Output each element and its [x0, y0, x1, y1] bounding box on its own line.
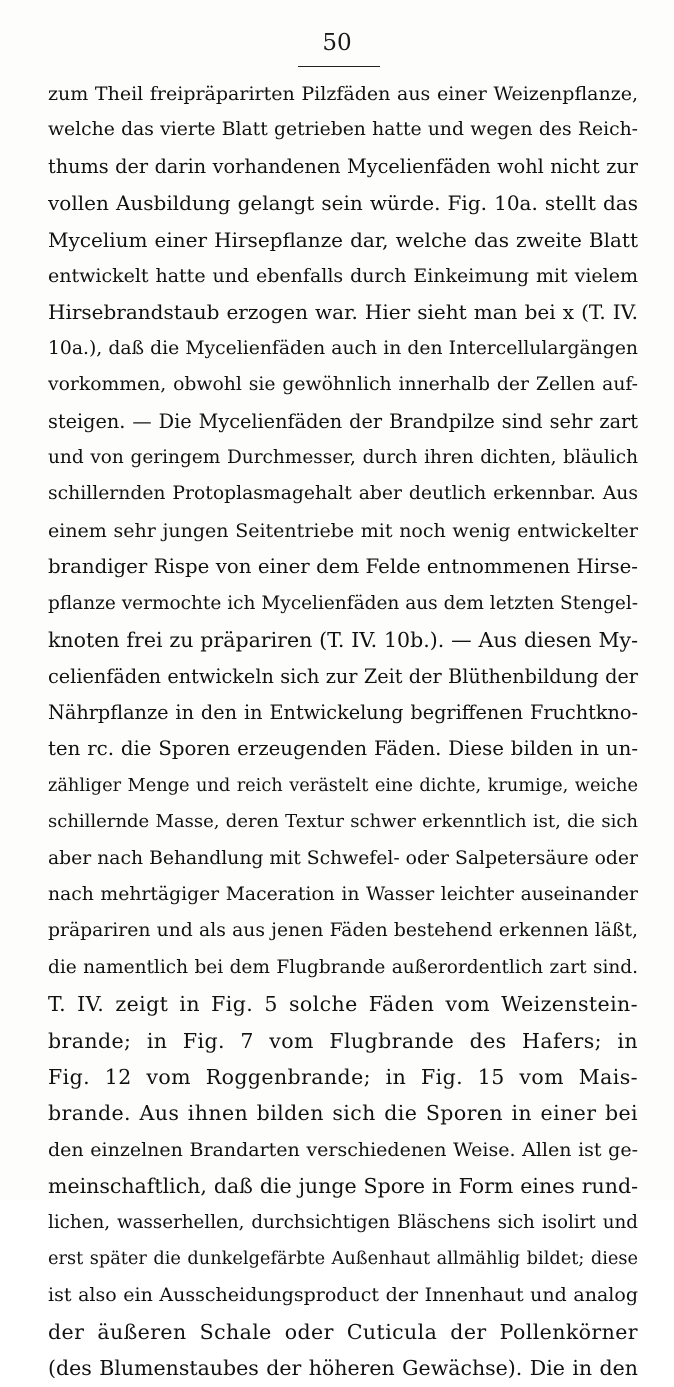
text-line: der äußeren Schale oder Cuticula der Pollenkörner [48, 1319, 638, 1344]
text-line: einem sehr jungen Seitentriebe mit noch wenig entwickelter [48, 519, 638, 542]
text-line: lichen, wasserhellen, durchsichtigen Bläschens sich isolirt und [48, 1211, 638, 1233]
text-line: ist also ein Ausscheidungsproduct der Innenhaut und analog [48, 1284, 638, 1307]
text-line: schillernden Protoplasmagehalt aber deutlich erkennbar. Aus [48, 483, 638, 505]
text-line: Hirsebrandstaub erzogen war. Hier sieht man bei x (T. IV. [48, 300, 638, 325]
text-line: brande; in Fig. 7 vom Flugbrande des Hafers; in [48, 1028, 638, 1053]
text-line: schillernde Masse, deren Textur schwer erkenntlich ist, die sich [48, 811, 638, 833]
text-line: brandiger Rispe von einer dem Felde entnommenen Hirse- [48, 555, 638, 579]
text-line: die namentlich bei dem Flugbrande außerordentlich zart sind. [48, 956, 638, 978]
text-line: thums der darin vorhandenen Mycelienfäden wohl nicht zur [48, 154, 638, 178]
text-line: entwickelt hatte und ebenfalls durch Einkeimung mit vielem [48, 265, 638, 288]
text-line: zum Theil freipräparirten Pilzfäden aus einer Weizenpflanze, [48, 83, 638, 105]
text-line: meinschaftlich, daß die junge Spore in Form eines rund- [48, 1174, 638, 1199]
text-line: ten rc. die Sporen erzeugenden Fäden. Diese bilden in un- [48, 737, 638, 761]
text-line: T. IV. zeigt in Fig. 5 solche Fäden vom Weizenstein- [48, 992, 638, 1017]
text-line: (des Blumenstaubes der höheren Gewächse). Die in den [48, 1356, 638, 1381]
text-line: und von geringem Durchmesser, durch ihren dichten, bläulich [48, 447, 638, 469]
text-line: Fig. 12 vom Roggenbrande; in Fig. 15 vom Mais- [48, 1064, 638, 1089]
text-line: präpariren und als aus jenen Fäden bestehend erkennen läßt, [48, 920, 638, 942]
page-number: 50 [322, 30, 352, 56]
text-line: pflanze vermochte ich Mycelienfäden aus dem letzten Stengel- [48, 592, 638, 614]
text-line: knoten frei zu präpariren (T. IV. 10b.). — Aus diesen My- [48, 628, 638, 653]
text-line: nach mehrtägiger Maceration in Wasser leichter auseinander [48, 883, 638, 905]
text-line: welche das vierte Blatt getrieben hatte und wegen des Reich- [48, 119, 638, 141]
text-line: steigen. — Die Mycelienfäden der Brandpilze sind sehr zart [48, 409, 638, 433]
text-line: Mycelium einer Hirsepflanze dar, welche das zweite Blatt [48, 227, 638, 252]
text-line: vollen Ausbildung gelangt sein würde. Fig. 10a. stellt das [48, 191, 638, 216]
body-text [48, 76, 638, 1387]
text-line: zähliger Menge und reich verästelt eine dichte, krumige, weiche [48, 775, 638, 796]
text-line: vorkommen, obwohl sie gewöhnlich innerhalb der Zellen auf- [48, 374, 638, 396]
text-line: aber nach Behandlung mit Schwefel- oder Salpetersäure oder [48, 847, 638, 869]
text-line: brande. Aus ihnen bilden sich die Sporen in einer bei [48, 1101, 638, 1126]
text-line: 10a.), daß die Mycelienfäden auch in den Intercellulargängen [48, 337, 638, 359]
header-rule [298, 66, 380, 67]
text-line: erst später die dunkelgefärbte Außenhaut allmählig bildet; diese [48, 1249, 638, 1269]
text-line: den einzelnen Brandarten verschiedenen Weise. Allen ist ge- [48, 1138, 638, 1161]
text-line: Nährpflanze in den in Entwickelung begriffenen Fruchtkno- [48, 700, 638, 724]
text-line: celienfäden entwickeln sich zur Zeit der Blüthenbildung der [48, 664, 638, 688]
